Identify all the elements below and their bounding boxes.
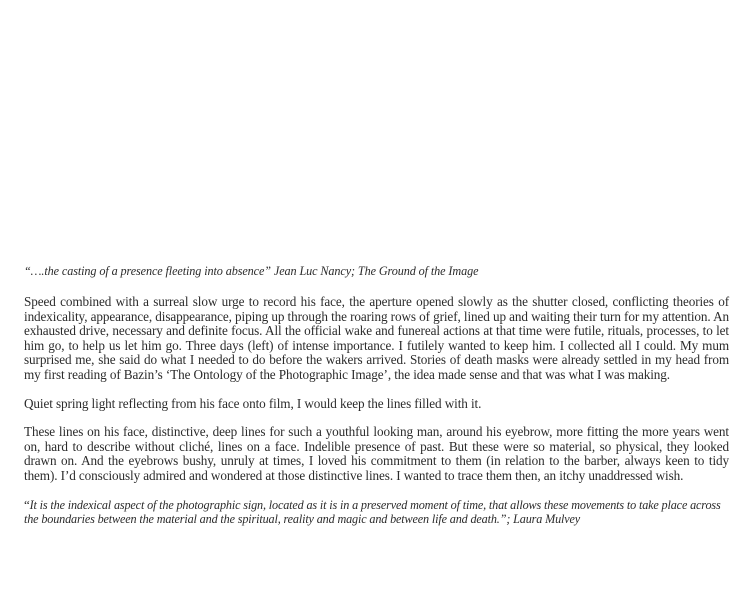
closing-quote-text: It is the indexical aspect of the photographic sign, located as it is in a preserved moment of time, that allows these movements to take place across the boundaries between the material and the spiritual, reality and magic and between life and death.”; Laura Mulvey — [24, 497, 721, 526]
closing-quote-open-mark: “ — [24, 496, 30, 512]
epigraph-quote: “….the casting of a presence fleeting into absence” Jean Luc Nancy; The Ground of the Image — [24, 264, 479, 278]
closing-quote — [24, 498, 729, 526]
body-paragraph-lines: These lines on his face, distinctive, deep lines for such a youthful looking man, around his eyebrow, more fitting the more years went on, hard to describe without cliché, lines on a face. Indelible presence of past. But these were so material, so physical, they looked drawn on. And the eyebrows bushy, unruly at times, I loved his commitment to them (in relation to the barber, always keen to tidy them). I’d consciously admired and wondered at those distinctive lines. I wanted to trace them then, an itchy unaddressed wish. — [24, 424, 729, 483]
body-paragraph-speed: Speed combined with a surreal slow urge to record his face, the aperture opened slowly as the shutter closed, conflicting theories of indexicality, appearance, disappearance, piping up through the roaring rows of grief, lined up and waiting their turn for my attention. An exhausted drive, necessary and definite focus. All the official wake and funereal actions at that time were futile, rituals, processes, to let him go, to help us let him go. Three days (left) of intense importance. I futilely wanted to keep him. I collected all I could. My mum surprised me, she said do what I needed to do before the wakers arrived. Stories of death masks were already settled in my head from my first reading of Bazin’s ‘The Ontology of the Photographic Image’, the idea made sense and that was what I was making. — [24, 294, 729, 382]
document-body — [24, 264, 729, 526]
body-paragraph-light: Quiet spring light reflecting from his face onto film, I would keep the lines filled with it. — [24, 395, 482, 411]
